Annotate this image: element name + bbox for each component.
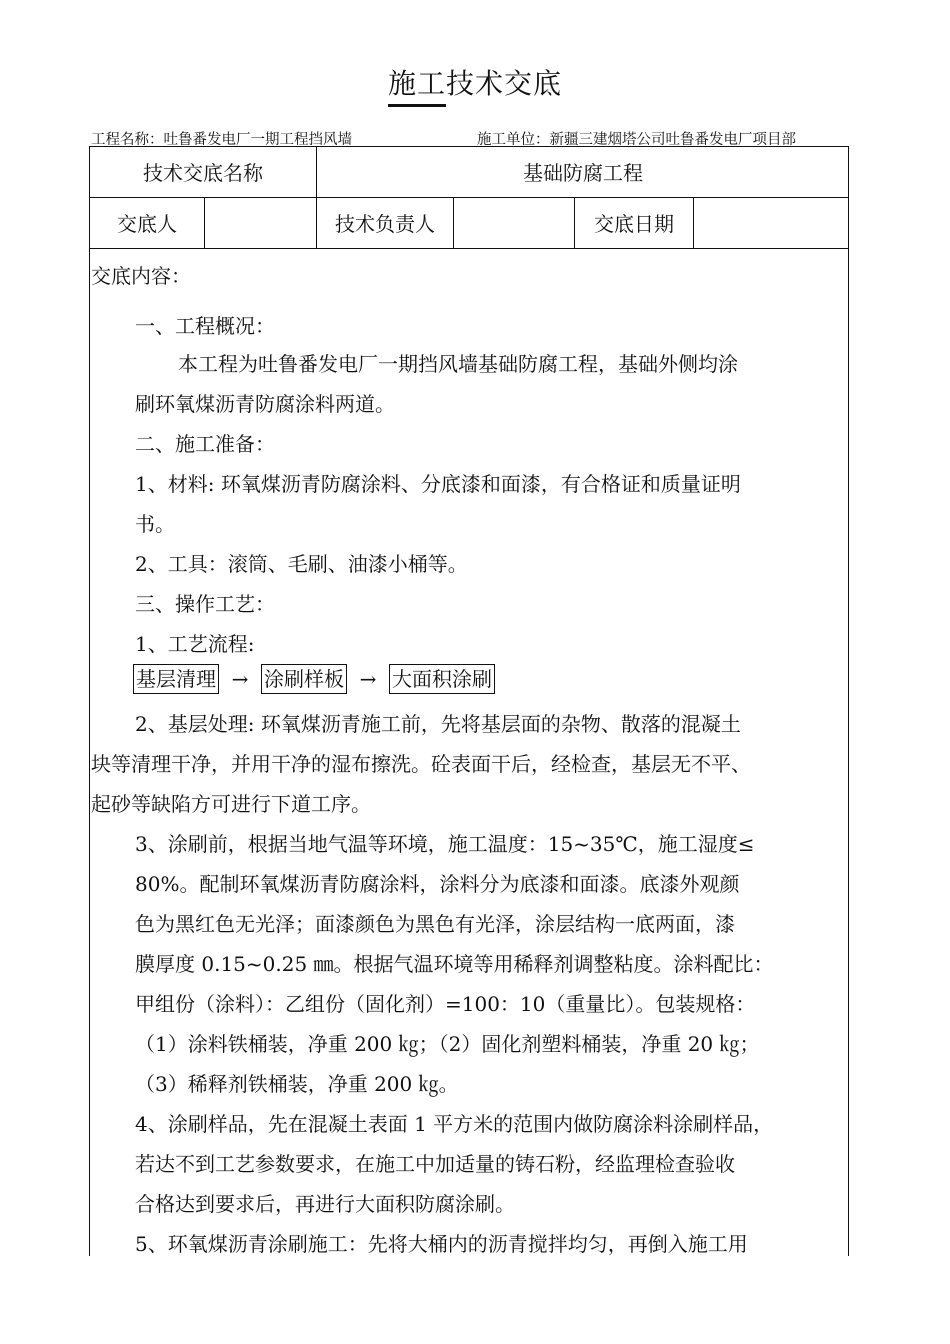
table-divider bbox=[204, 197, 205, 248]
discloser-label: 交底人 bbox=[117, 212, 177, 236]
table-divider bbox=[89, 197, 849, 198]
section-heading: 一、工程概况： bbox=[135, 314, 275, 338]
disclosure-name-value: 基础防腐工程 bbox=[523, 161, 643, 185]
paragraph-line: 80%。配制环氧煤沥青防腐涂料，涂料分为底漆和面漆。底漆外观颜 bbox=[135, 872, 740, 896]
project-name: 工程名称：吐鲁番发电厂一期工程挡风墙 bbox=[91, 132, 352, 148]
flow-arrow-icon: → bbox=[231, 667, 249, 691]
flow-step-sample: 涂刷样板 bbox=[261, 664, 347, 694]
table-divider bbox=[693, 197, 694, 248]
flow-arrow-icon: → bbox=[359, 667, 377, 691]
flow-step-large-area: 大面积涂刷 bbox=[389, 664, 495, 694]
content-heading: 交底内容： bbox=[91, 264, 191, 288]
paragraph-line: （3）稀释剂铁桶装，净重 200 ㎏。 bbox=[135, 1072, 459, 1096]
title-underline bbox=[388, 104, 446, 107]
disclosure-date-label: 交底日期 bbox=[594, 212, 674, 236]
paragraph-line: 刷环氧煤沥青防腐涂料两道。 bbox=[135, 392, 395, 416]
process-flow bbox=[133, 664, 495, 694]
paragraph-line: 1、材料: 环氧煤沥青防腐涂料、分底漆和面漆，有合格证和质量证明 bbox=[135, 472, 741, 496]
paragraph-line: 块等清理干净，并用干净的湿布擦洗。砼表面干后，经检查，基层无不平、 bbox=[91, 752, 751, 776]
paragraph-line: 2、基层处理: 环氧煤沥青施工前，先将基层面的杂物、散落的混凝土 bbox=[135, 712, 741, 736]
paragraph-line: 甲组份（涂料）：乙组份（固化剂）=100：10（重量比）。包装规格： bbox=[135, 992, 756, 1016]
section-heading: 二、施工准备： bbox=[135, 432, 275, 456]
paragraph-line: 4、涂刷样品，先在混凝土表面 1 平方米的范围内做防腐涂料涂刷样品， bbox=[135, 1112, 774, 1136]
paragraph-line: 书。 bbox=[135, 512, 175, 536]
paragraph-line: 3、涂刷前，根据当地气温等环境，施工温度：15~35℃，施工湿度≤ bbox=[135, 832, 755, 856]
paragraph-line: 若达不到工艺参数要求，在施工中加适量的铸石粉，经监理检查验收 bbox=[135, 1152, 735, 1176]
paragraph-line: 色为黑红色无光泽；面漆颜色为黑色有光泽，涂层结构一底两面，漆 bbox=[135, 912, 735, 936]
table-divider bbox=[89, 248, 849, 249]
document-title: 施工技术交底 bbox=[387, 67, 562, 100]
paragraph-line: 合格达到要求后，再进行大面积防腐涂刷。 bbox=[135, 1192, 515, 1216]
section-heading: 三、操作工艺： bbox=[135, 592, 275, 616]
paragraph-line: 起砂等缺陷方可进行下道工序。 bbox=[91, 792, 371, 816]
paragraph-line: 1、工艺流程: bbox=[135, 632, 255, 656]
paragraph-line: 本工程为吐鲁番发电厂一期挡风墙基础防腐工程，基础外侧均涂 bbox=[178, 352, 738, 376]
paragraph-line: （1）涂料铁桶装，净重 200 ㎏；（2）固化剂塑料桶装，净重 20 ㎏； bbox=[135, 1032, 760, 1056]
paragraph-line: 2、工具：滚筒、毛刷、油漆小桶等。 bbox=[135, 552, 468, 576]
construction-unit: 施工单位：新疆三建烟塔公司吐鲁番发电厂项目部 bbox=[477, 132, 796, 148]
table-divider bbox=[453, 197, 454, 248]
disclosure-name-label: 技术交底名称 bbox=[143, 161, 263, 185]
paragraph-line: 5、环氧煤沥青涂刷施工：先将大桶内的沥青搅拌均匀，再倒入施工用 bbox=[135, 1232, 748, 1256]
flow-step-cleaning: 基层清理 bbox=[133, 664, 219, 694]
paragraph-line: 膜厚度 0.15~0.25 ㎜。根据气温环境等用稀释剂调整粘度。涂料配比： bbox=[135, 952, 774, 976]
tech-lead-label: 技术负责人 bbox=[335, 212, 435, 236]
